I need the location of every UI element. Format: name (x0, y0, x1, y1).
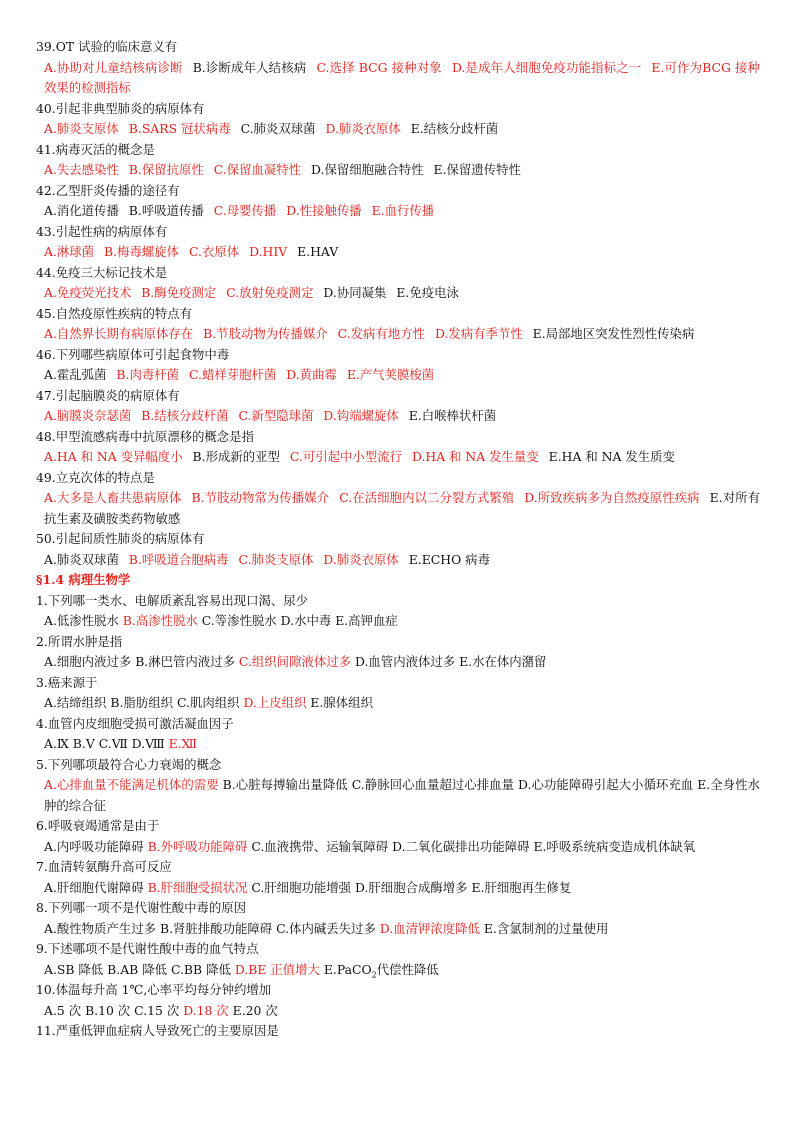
option-text: A.酸性物质产生过多 (44, 920, 157, 936)
answer-option-correct (214, 162, 301, 177)
question-stem: 2.所谓水肿是指 (36, 633, 123, 649)
option-text: C.肝细胞功能增强 (251, 879, 352, 895)
answer-option (223, 777, 348, 792)
answer-option-correct (239, 408, 314, 423)
answer-option-correct (123, 613, 198, 628)
option-text: D.血清钾浓度降低 (379, 920, 480, 936)
option-text: A.内呼吸功能障碍 (44, 838, 144, 854)
answer-option-correct (116, 367, 179, 382)
question-stem: 39.OT 试验的临床意义有 (36, 39, 178, 54)
answer-option (459, 654, 546, 669)
answer-option (392, 839, 529, 854)
option-text: A.大多是人畜共患病原体 (44, 490, 182, 505)
answer-option-correct (104, 244, 179, 259)
document-page (36, 37, 760, 1042)
answer-option-correct (169, 736, 198, 751)
option-text: A.5 次 (44, 1002, 82, 1018)
option-text: C.15 次 (134, 1002, 180, 1018)
answer-option (281, 613, 332, 628)
answer-option (44, 962, 103, 977)
option-text: E.HA 和 NA 发生质变 (548, 449, 675, 464)
answer-options (44, 488, 760, 529)
answer-options (44, 775, 760, 816)
option-text: E.产气荚膜梭菌 (346, 367, 435, 382)
answer-option-correct (323, 552, 398, 567)
answer-option-correct (44, 326, 193, 341)
option-text: D.性接触传播 (286, 203, 362, 218)
option-text: D.肺炎衣原体 (325, 121, 401, 136)
option-text: B.脂肪组织 (110, 695, 174, 710)
option-text: D.上皮组织 (243, 695, 307, 710)
answer-option (251, 839, 388, 854)
option-text: B.呼吸道传播 (128, 203, 204, 218)
question-stem: 44.免疫三大标记技术是 (36, 264, 168, 280)
answer-option-correct (189, 244, 239, 259)
option-text: D.18 次 (183, 1002, 229, 1018)
option-text: A.协助对儿童结核病诊断 (44, 59, 183, 75)
answer-option-correct (286, 203, 361, 218)
question-stem: 9.下述哪项不是代谢性酸中毒的血气特点 (36, 941, 259, 956)
answer-option (251, 880, 351, 895)
answer-option-correct (141, 285, 216, 300)
option-text: B.结核分歧杆菌 (141, 408, 229, 423)
option-text: A.SB 降低 (44, 961, 104, 977)
option-text: B.外呼吸功能障碍 (147, 838, 248, 854)
option-text: E.可作为BCG 接种效果的检测指标 (44, 59, 760, 95)
option-text: B.SARS 冠状病毒 (128, 121, 231, 136)
option-text: A.HA 和 NA 变异幅度小 (44, 449, 183, 464)
option-text: A.淋球菌 (44, 244, 95, 259)
answer-option (411, 121, 498, 136)
option-text: B.AB 降低 (107, 961, 167, 977)
answer-options (44, 58, 760, 99)
answer-option-correct (148, 880, 248, 895)
option-text: E.ECHO 病毒 (408, 551, 490, 567)
answer-option (44, 552, 119, 567)
answer-options (44, 324, 760, 345)
option-text: E.HAV (297, 244, 339, 259)
answer-option (44, 1003, 81, 1018)
answer-option-correct (338, 326, 425, 341)
question-stem: 3.癌来源于 (36, 674, 98, 690)
option-text: E.水在体内潴留 (459, 654, 547, 669)
answer-option (44, 613, 119, 628)
answer-option-correct (44, 162, 119, 177)
answer-options (44, 960, 760, 981)
option-text: A.Ⅸ (44, 736, 69, 751)
option-text: B.诊断成年人结核病 (192, 59, 307, 75)
answer-options (44, 406, 760, 427)
option-text: E.血行传播 (371, 203, 435, 218)
answer-option-correct (380, 921, 480, 936)
answer-option (311, 162, 424, 177)
option-text: B.呼吸道合胞病毒 (128, 551, 229, 567)
option-text: C.母婴传播 (213, 203, 277, 218)
option-text: E.腺体组织 (310, 695, 373, 710)
answer-option (132, 736, 165, 751)
answer-options (44, 1001, 760, 1022)
answer-option (518, 777, 693, 792)
answer-options (44, 242, 760, 263)
option-text: A.消化道传播 (44, 203, 119, 218)
answer-option (335, 613, 398, 628)
answer-option-correct (239, 552, 314, 567)
option-text: D.保留细胞融合特性 (311, 162, 424, 177)
answer-option (135, 654, 235, 669)
answer-options (44, 734, 760, 755)
option-text: C.肺炎双球菌 (240, 121, 316, 136)
subscript: 2 (371, 969, 377, 979)
option-text: C.血液携带、运输氧障碍 (251, 838, 389, 854)
question-stem: 7.血清转氨酶升高可反应 (36, 859, 172, 874)
question-stem: 1.下列哪一类水、电解质紊乱容易出现口渴、尿少 (36, 592, 309, 608)
option-text: B.酶免疫测定 (141, 285, 217, 300)
option-text: C.BB 降低 (170, 961, 231, 977)
answer-option-correct (290, 449, 402, 464)
answer-option-correct (44, 408, 131, 423)
option-text: B.心脏每搏输出量降低 (222, 777, 348, 792)
answer-option (73, 736, 95, 751)
option-text: C.可引起中小型流行 (289, 449, 402, 464)
answer-option-correct (44, 244, 94, 259)
option-text: D.所致疾病多为自然疫原性疾病 (524, 490, 700, 505)
option-text: D.HA 和 NA 发生量变 (411, 449, 539, 464)
option-text: D.发病有季节性 (434, 326, 523, 341)
option-text: C.保留血凝特性 (213, 162, 302, 177)
option-text: C.蜡样芽胞杆菌 (188, 367, 277, 382)
answer-option-correct (192, 490, 330, 505)
answer-option-correct (141, 408, 228, 423)
option-text: E.白喉棒状杆菌 (408, 408, 497, 423)
option-text: A.免疫荧光技术 (44, 285, 132, 300)
question-stem: 6.呼吸衰竭通常是由于 (36, 818, 160, 833)
question-stem: 47.引起脑膜炎的病原体有 (36, 387, 180, 403)
option-text: B.梅毒螺旋体 (104, 244, 180, 259)
answer-option-correct (524, 490, 699, 505)
option-text: E.全身性水肿的综合征 (44, 777, 760, 813)
option-text: A.自然界长期有病原体存在 (44, 326, 194, 341)
question-stem: 40.引起非典型肺炎的病原体有 (36, 100, 205, 116)
answer-option (129, 203, 204, 218)
option-text: D.肝细胞合成酶增多 (354, 879, 468, 895)
answer-option-correct (435, 326, 523, 341)
answer-options (44, 611, 760, 632)
option-text: C.衣原体 (188, 244, 240, 259)
option-text: E.Ⅻ (168, 736, 198, 751)
answer-option (409, 408, 496, 423)
answer-option (352, 777, 514, 792)
answer-option (44, 203, 119, 218)
option-text: C.发病有地方性 (337, 326, 425, 341)
answer-option-correct (214, 203, 277, 218)
answer-option-correct (129, 162, 204, 177)
answer-option (134, 1003, 179, 1018)
answer-options (44, 201, 760, 222)
answer-option-correct (249, 244, 287, 259)
answer-option (177, 695, 240, 710)
answer-options (44, 919, 760, 940)
answer-option-correct (239, 654, 351, 669)
answer-option (472, 880, 572, 895)
answer-options (44, 652, 760, 673)
option-text: C.静脉回心血量超过心排血量 (351, 777, 515, 792)
option-text: D.水中毒 (280, 613, 332, 628)
question-stem: 50.引起间质性肺炎的病原体有 (36, 531, 205, 546)
option-text-suffix: 代偿性降低 (376, 961, 439, 977)
option-text: D.二氧化碳排出功能障碍 (392, 838, 530, 854)
option-text: A.肝细胞代谢障碍 (44, 879, 144, 895)
option-text: E.局部地区突发性烈性传染病 (532, 326, 695, 341)
answer-option-correct (412, 449, 539, 464)
answer-option (85, 1003, 130, 1018)
answer-option-correct (372, 203, 435, 218)
answer-option (533, 326, 695, 341)
option-text: B.肾脏排酸功能障碍 (159, 920, 273, 936)
answer-option-correct (323, 408, 398, 423)
option-text: A.细胞内液过多 (44, 654, 132, 669)
option-text: B.Ⅴ (72, 736, 95, 751)
option-text: D.HIV (249, 244, 288, 259)
answer-option-correct (183, 1003, 229, 1018)
option-text: D.钩端螺旋体 (323, 408, 399, 423)
answer-option-correct (44, 285, 131, 300)
answer-option (355, 880, 468, 895)
question-stem: 4.血管内皮细胞受损可激活凝血因子 (36, 715, 234, 731)
option-text: A.心排血量不能满足机体的需要 (44, 777, 219, 792)
answer-option-correct (452, 60, 641, 75)
question-stem: 41.病毒灭活的概念是 (36, 141, 155, 157)
answer-option-correct (129, 552, 229, 567)
option-text: B.淋巴管内液过多 (135, 654, 235, 669)
answer-option (171, 962, 231, 977)
option-text: E.免疫电泳 (396, 285, 459, 300)
option-text: E.肝细胞再生修复 (471, 879, 572, 895)
option-text: E.20 次 (232, 1002, 278, 1018)
question-stem: 43.引起性病的病原体有 (36, 223, 168, 239)
option-text: C.等渗性脱水 (201, 613, 277, 628)
answer-option (310, 695, 373, 710)
option-text: E.含氯制剂的过量使用 (483, 920, 609, 936)
answer-options (44, 160, 760, 181)
answer-option-correct (325, 121, 400, 136)
answer-option-correct (44, 777, 219, 792)
option-text: D.血管内液体过多 (354, 654, 456, 669)
option-text: E.对所有抗生素及磺胺类药物敏感 (44, 490, 760, 526)
option-text: C.选择 BCG 接种对象 (316, 59, 442, 75)
answer-option (409, 552, 490, 567)
option-text: E.高钾血症 (335, 613, 398, 628)
answer-options (44, 693, 760, 714)
answer-options (44, 878, 760, 899)
answer-option-correct (44, 449, 183, 464)
answer-option (202, 613, 277, 628)
option-text: E.呼吸系统病变造成机体缺氧 (533, 838, 696, 854)
answer-options (44, 837, 760, 858)
answer-option (323, 285, 386, 300)
option-text: C.放射免疫测定 (226, 285, 314, 300)
answer-option (44, 367, 106, 382)
option-text: D.Ⅷ (131, 736, 165, 751)
option-text: A.肺炎支原体 (44, 121, 119, 136)
question-stem: 48.甲型流感病毒中抗原漂移的概念是指 (36, 428, 254, 444)
answer-option (355, 654, 455, 669)
option-text: D.是成年人细胞免疫功能指标之一 (451, 59, 642, 75)
answer-option (44, 839, 144, 854)
answer-option (44, 736, 69, 751)
answer-option-correct (148, 839, 248, 854)
answer-option-correct (129, 121, 231, 136)
answer-option-correct (44, 121, 119, 136)
option-text: C.体内碱丢失过多 (276, 920, 376, 936)
answer-option (44, 654, 131, 669)
answer-option-correct (44, 60, 183, 75)
answer-option (193, 449, 280, 464)
answer-option-correct (316, 60, 441, 75)
answer-option (241, 121, 316, 136)
option-text: D.黄曲霉 (286, 367, 337, 382)
answer-option (233, 1003, 278, 1018)
question-stem: 46.下列哪些病原体可引起食物中毒 (36, 346, 230, 362)
option-text: D.协同凝集 (323, 285, 387, 300)
answer-option-correct (286, 367, 337, 382)
answer-option-correct (235, 962, 320, 977)
question-stem: 10.体温每升高 1℃,心率平均每分钟约增加 (36, 982, 272, 997)
option-text: B.10 次 (85, 1002, 131, 1018)
option-text: C.在活细胞内以二分裂方式繁殖 (339, 490, 515, 505)
option-text: E.保留遗传特性 (433, 162, 521, 177)
option-text: B.保留抗原性 (128, 162, 204, 177)
question-stem: 11.严重低钾血症病人导致死亡的主要原因是 (36, 1023, 279, 1038)
question-stem: 45.自然疫原性疾病的特点有 (36, 305, 193, 321)
answer-option (434, 162, 521, 177)
option-text: B.高渗性脱水 (122, 613, 198, 628)
option-text: A.脑膜炎奈瑟菌 (44, 408, 132, 423)
option-text: D.BE 正值增大 (234, 961, 320, 977)
option-text: E.结核分歧杆菌 (410, 121, 499, 136)
answer-option (110, 695, 173, 710)
option-text: B.肝细胞受损状况 (147, 879, 248, 895)
answer-options (44, 550, 760, 571)
answer-option (533, 839, 695, 854)
option-text: A.肺炎双球菌 (44, 551, 119, 567)
option-text: B.节肢动物常为传播媒介 (191, 490, 330, 505)
answer-option (44, 880, 144, 895)
answer-option (297, 244, 338, 259)
option-text: C.肺炎支原体 (238, 551, 314, 567)
option-text: A.结缔组织 (44, 695, 107, 710)
option-text: B.节肢动物为传播媒介 (203, 326, 328, 341)
option-text: A.低渗性脱水 (44, 613, 119, 628)
option-text: E.PaCO (323, 961, 372, 977)
option-text: C.Ⅶ (98, 736, 128, 751)
answer-option-correct (226, 285, 313, 300)
question-stem: 42.乙型肝炎传播的途径有 (36, 182, 180, 198)
answer-option-correct (347, 367, 434, 382)
option-text: C.肌肉组织 (176, 695, 240, 710)
answer-option-correct (189, 367, 276, 382)
question-stem: 49.立克次体的特点是 (36, 469, 155, 485)
answer-option-correct (44, 490, 182, 505)
answer-options (44, 283, 760, 304)
answer-option (160, 921, 272, 936)
answer-option (44, 921, 156, 936)
answer-options (44, 447, 760, 468)
option-text: A.霍乱弧菌 (44, 367, 107, 382)
option-text: B.肉毒杆菌 (116, 367, 180, 382)
answer-option-correct (339, 490, 514, 505)
answer-option (44, 695, 106, 710)
option-text: D.肺炎衣原体 (323, 551, 399, 567)
answer-option-correct (243, 695, 306, 710)
answer-option (484, 921, 609, 936)
answer-options (44, 365, 760, 386)
option-text: C.组织间隙液体过多 (238, 654, 352, 669)
answer-option (276, 921, 376, 936)
question-stem: 5.下列哪项最符合心力衰竭的概念 (36, 756, 222, 772)
answer-option (549, 449, 675, 464)
question-stem: 8.下列哪一项不是代谢性酸中毒的原因 (36, 900, 247, 915)
option-text: A.失去感染性 (44, 162, 119, 177)
answer-option (107, 962, 167, 977)
answer-option-correct (203, 326, 328, 341)
section-heading: §1.4 病理生物学 (36, 572, 131, 587)
answer-option (396, 285, 459, 300)
answer-options (44, 119, 760, 140)
option-text: D.心功能障碍引起大小循环充血 (518, 777, 694, 792)
answer-option (193, 60, 307, 75)
answer-option (99, 736, 128, 751)
answer-option (324, 962, 439, 977)
option-text: C.新型隐球菌 (238, 408, 314, 423)
option-text: B.形成新的亚型 (192, 449, 280, 464)
